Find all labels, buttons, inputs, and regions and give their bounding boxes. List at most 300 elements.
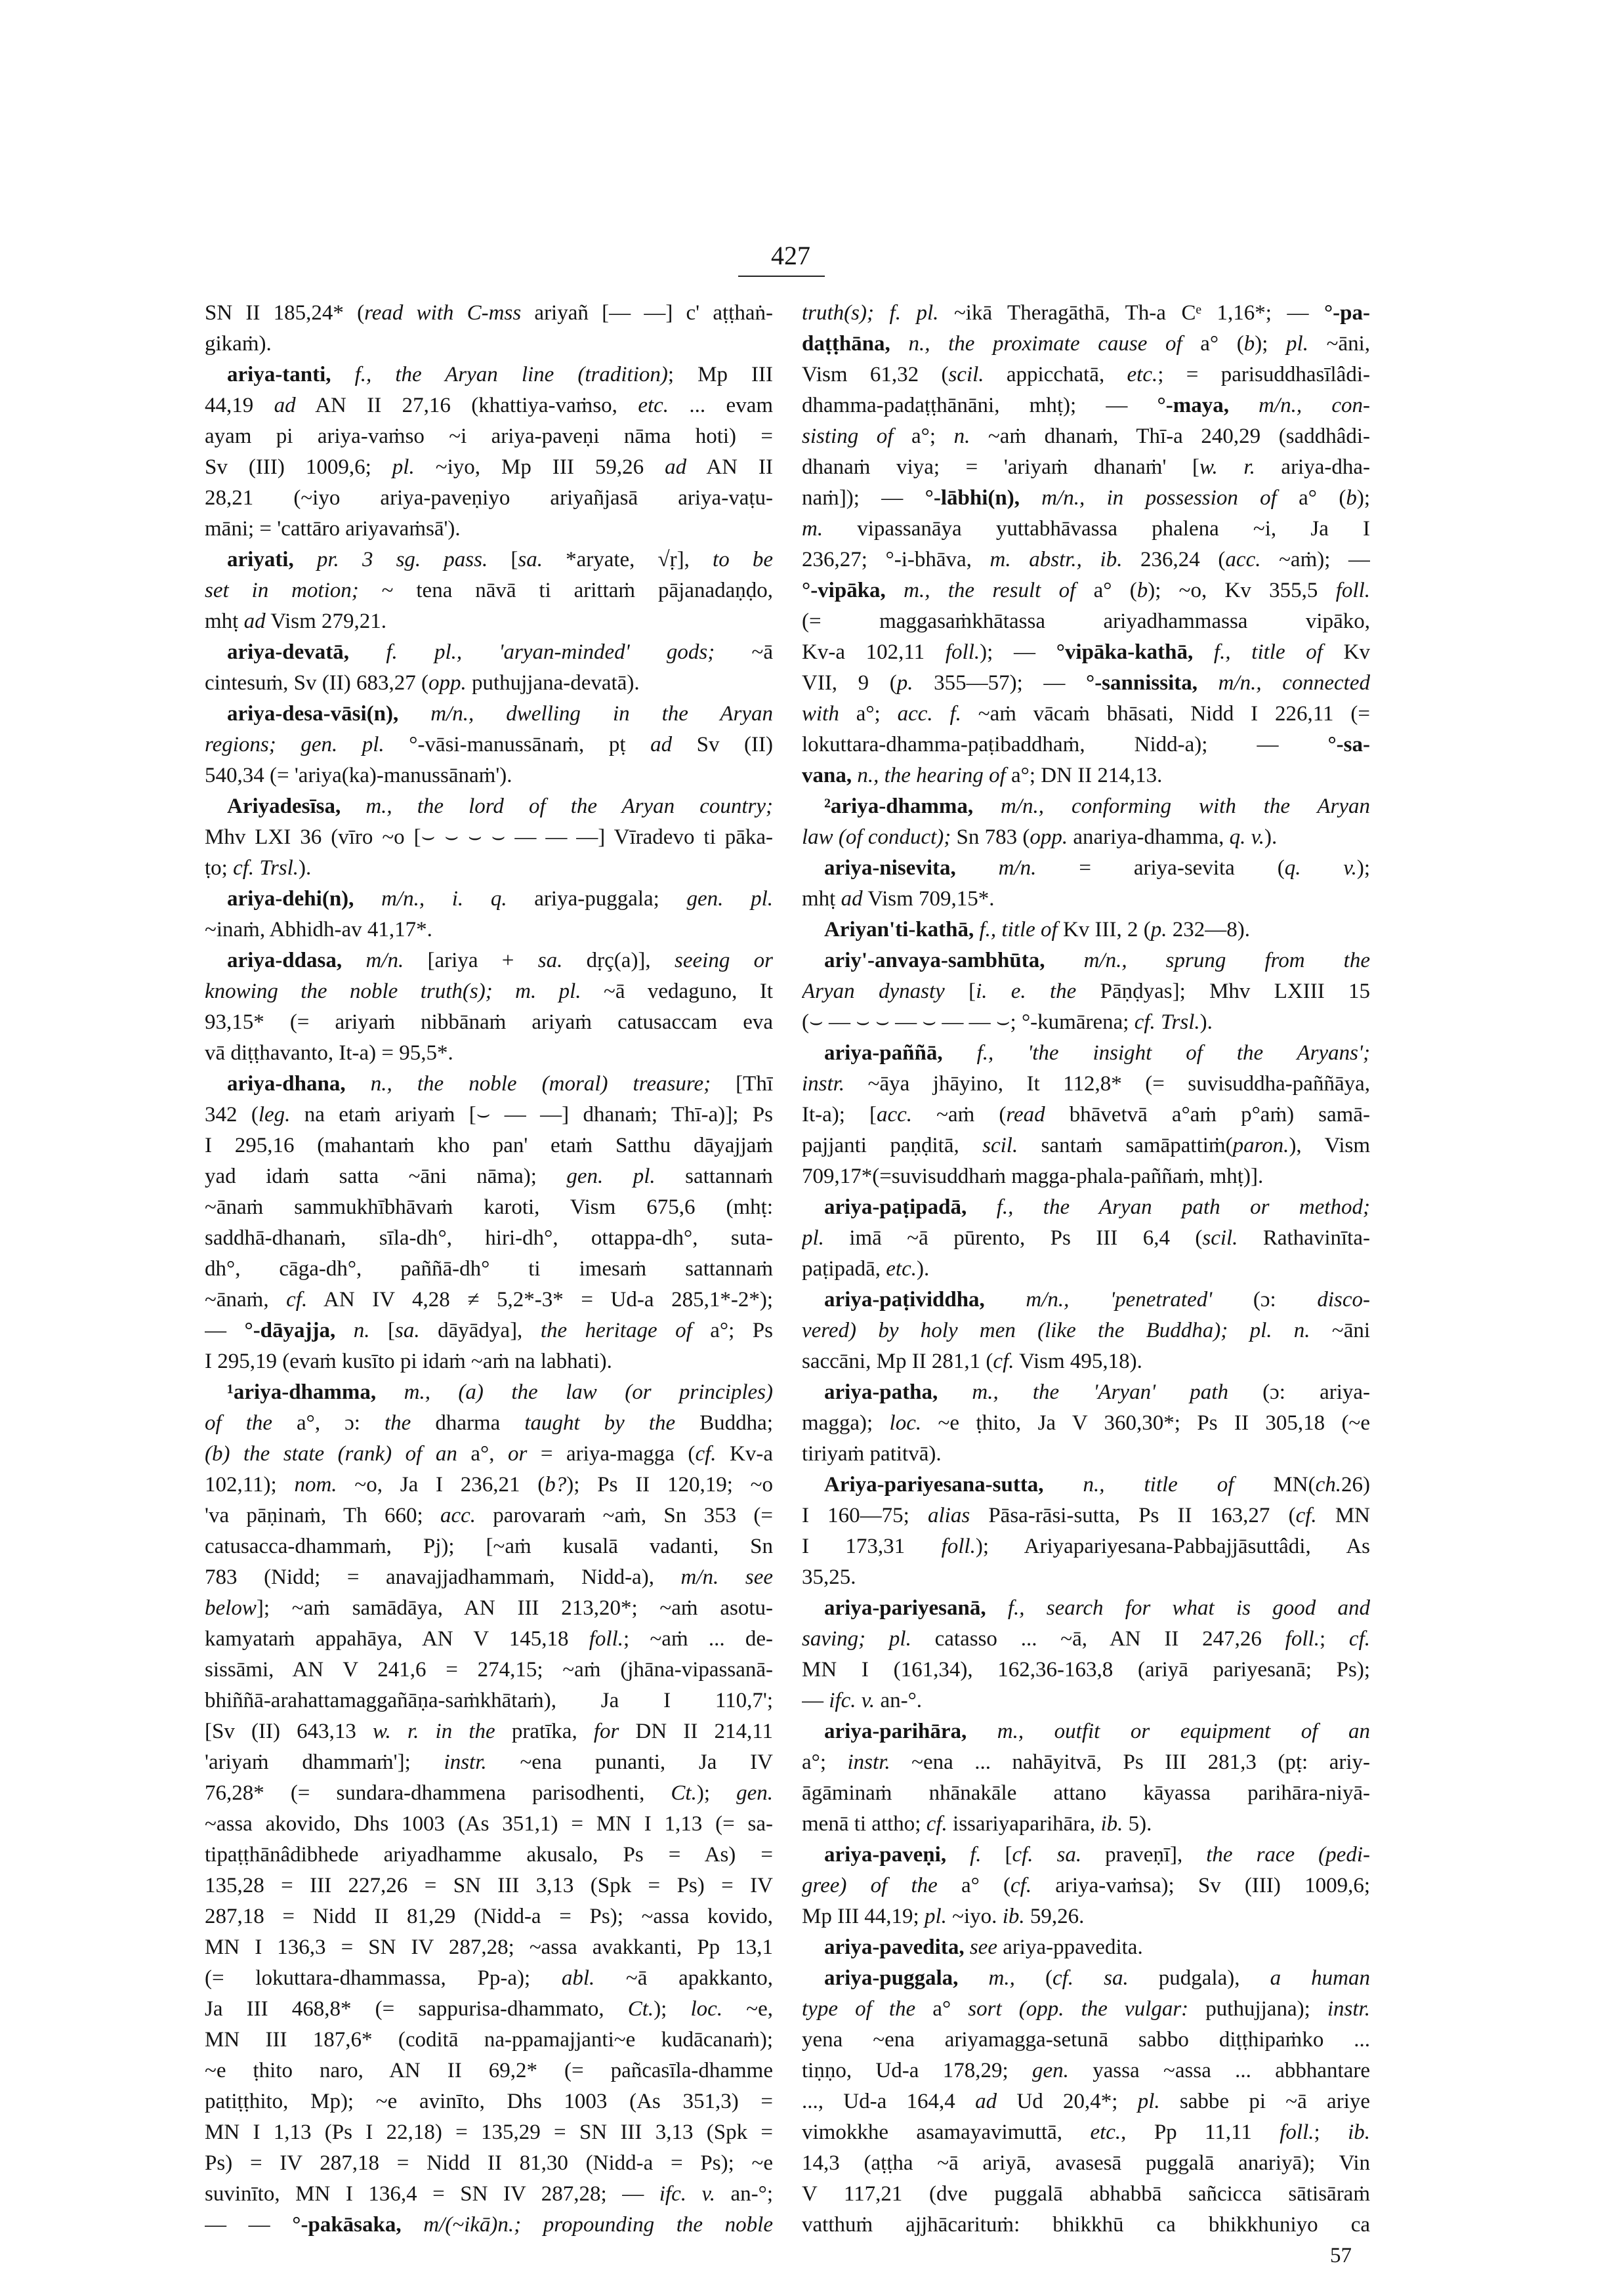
roman-text: Rathavinīta- (1238, 1226, 1370, 1250)
italic-text: cf. (1010, 1874, 1032, 1897)
roman-text: a° (915, 1997, 968, 2021)
roman-text: ..., Ud-a 164,4 (802, 2090, 976, 2113)
italic-text: b (1243, 332, 1255, 356)
text-line (802, 1007, 1370, 1038)
italic-text: read with C-mss (364, 301, 522, 325)
roman-text (956, 856, 999, 880)
dictionary-entry (802, 853, 1370, 915)
text-line (802, 360, 1370, 390)
roman-text (973, 795, 1001, 818)
roman-text: = ariya-magga ( (527, 1442, 696, 1466)
text-line (205, 452, 773, 483)
text-line (205, 1655, 773, 1685)
text-line (205, 1500, 773, 1531)
roman-text: yassa ~assa ... abbhantare (1068, 2059, 1370, 2082)
text-line (205, 1624, 773, 1655)
italic-text: m/n. see (680, 1565, 773, 1589)
roman-text: santaṁ samāpattiṁ( (1018, 1134, 1233, 1157)
roman-text: I 160—75; (802, 1504, 928, 1527)
page-number-rule (738, 276, 825, 277)
text-line (802, 545, 1370, 575)
dictionary-entry (802, 1470, 1370, 1593)
italic-text: f., title of (1213, 640, 1323, 664)
roman-text: MN( (1234, 1473, 1316, 1497)
text-line (205, 1963, 773, 1994)
headword: ariya-tanti, (227, 363, 331, 386)
italic-text: m., outfit or equipment of an (997, 1720, 1370, 1743)
roman-text: ~āni, (1308, 332, 1370, 356)
headword: °-maya, (1157, 394, 1229, 417)
text-line (205, 2148, 773, 2179)
roman-text: 342 ( (205, 1103, 259, 1127)
text-line (802, 1624, 1370, 1655)
italic-text: foll. (589, 1627, 624, 1651)
roman-text: I 295,19 (evaṁ kusīto pi idaṁ ~aṁ na labhati). (205, 1350, 612, 1373)
italic-text: the race (pedi- (1206, 1843, 1370, 1867)
roman-text: 783 (Nidd; = anavajjadhammaṁ, Nidd-a), (205, 1565, 681, 1589)
text-line (802, 1685, 1370, 1716)
roman-text: (ɔ: ariya- (1228, 1380, 1370, 1404)
italic-text: to be (713, 548, 773, 571)
dictionary-entry (802, 1377, 1370, 1470)
roman-text: parovaraṁ ~aṁ, Sn 353 (= (475, 1504, 773, 1527)
roman-text: 236,24 ( (1122, 548, 1226, 571)
roman-text: lokuttara-dhamma-paṭibaddhaṁ, Nidd-a); — (802, 733, 1328, 756)
roman-text: ~aṁ dhanaṁ, Thī-a 240,29 (saddhâdi- (970, 424, 1370, 448)
italic-text: foll. (945, 640, 980, 664)
roman-text (943, 1041, 977, 1065)
text-line (205, 545, 773, 575)
roman-text: vimokkhe asamayavimuttā, (802, 2120, 1091, 2144)
roman-text: AN II (686, 455, 773, 479)
roman-text: 59,26. (1024, 1905, 1085, 1928)
roman-text: Vism 709,15*. (862, 887, 995, 911)
roman-text: sattannaṁ (655, 1165, 773, 1188)
roman-text: imā ~ā pūrento, Ps III 6,4 ( (823, 1226, 1203, 1250)
roman-text (335, 1319, 354, 1342)
italic-text: gree) of the (802, 1874, 938, 1897)
roman-text: a°; (839, 702, 898, 726)
roman-text: [ (944, 980, 976, 1003)
italic-text: scil. (1202, 1226, 1238, 1250)
dictionary-entry (802, 1285, 1370, 1377)
text-line (205, 730, 773, 760)
text-line (802, 1038, 1370, 1069)
text-line (205, 822, 773, 853)
roman-text: ~ena ... nahāyitvā, Ps III 281,3 (pṭ: ariy- (890, 1750, 1370, 1774)
roman-text: ~aṁ); — (1260, 548, 1370, 571)
roman-text: bhiññā-arahattamaggañāṇa-saṁkhātaṁ), Ja I 110,7'; (205, 1689, 773, 1712)
roman-text: Sv (III) 1009,6; (205, 455, 392, 479)
roman-text (938, 1380, 972, 1404)
roman-text: a° ( (937, 1874, 1011, 1897)
roman-text (1045, 949, 1083, 972)
italic-text: m. (802, 517, 823, 541)
italic-text: etc. (1127, 363, 1158, 386)
headword: Ariya-pariyesana-sutta, (824, 1473, 1044, 1497)
italic-text: pr. 3 sg. pass. (316, 548, 488, 571)
italic-text: pl. (1286, 332, 1308, 356)
text-line (205, 976, 773, 1007)
italic-text: type of the (802, 1997, 916, 2021)
roman-text: a°; (802, 1750, 848, 1774)
dictionary-entry (205, 945, 773, 1069)
text-line (205, 1470, 773, 1500)
roman-text (986, 1596, 1008, 1620)
text-line (802, 1223, 1370, 1254)
italic-text: foll. (1280, 2120, 1314, 2144)
italic-text: gen. (736, 1781, 773, 1805)
italic-text: for (593, 1720, 619, 1743)
text-line (205, 1161, 773, 1192)
roman-text: Mp III 44,19; (802, 1905, 925, 1928)
roman-text: tiriyaṁ patitvā). (802, 1442, 942, 1466)
roman-text: saddhā-dhanaṁ, sīla-dh°, hiri-dh°, ottappa-dh°, suta- (205, 1226, 773, 1250)
dictionary-entry (205, 298, 773, 360)
roman-text: pajjanti paṇḍitā, (802, 1134, 983, 1157)
roman-text: appicchatā, (984, 363, 1127, 386)
italic-text: vered) by holy men (like the Buddha); pl. n. (802, 1319, 1310, 1342)
roman-text: ~e ṭhito naro, AN II 69,2* (= pañcasīla-dhamme (205, 2059, 773, 2082)
text-line (802, 1377, 1370, 1408)
roman-text: ; = parisuddhasīlâdi- (1157, 363, 1370, 386)
text-line (802, 1655, 1370, 1685)
italic-text: f. pl., 'aryan-minded' gods; (386, 640, 715, 664)
dictionary-entry (802, 791, 1370, 853)
text-line (205, 1038, 773, 1069)
italic-text: sisting of (802, 424, 894, 448)
text-line (802, 1100, 1370, 1130)
roman-text: ; (1319, 1627, 1349, 1651)
italic-text: n., title of (1083, 1473, 1234, 1497)
roman-text: a°, ɔ: (272, 1411, 385, 1435)
roman-text (946, 1843, 970, 1867)
text-line (802, 2025, 1370, 2056)
text-line (205, 2210, 773, 2241)
roman-text: praveṇī], (1081, 1843, 1207, 1867)
italic-text: cf. (695, 1442, 717, 1466)
italic-text: acc. (1225, 548, 1261, 571)
roman-text: Sn 783 ( (951, 825, 1030, 849)
roman-text: gikaṁ). (205, 332, 272, 356)
italic-text: below (205, 1596, 257, 1620)
roman-text: ]; ~aṁ samādāya, AN III 213,20*; ~aṁ asotu- (256, 1596, 773, 1620)
roman-text: a°; DN II 214,13. (1005, 764, 1163, 787)
italic-text: sa. (395, 1319, 420, 1342)
dictionary-entry (802, 1716, 1370, 1840)
text-line (802, 2210, 1370, 2241)
roman-text (1197, 671, 1218, 695)
roman-text: Vism 495,18). (1014, 1350, 1142, 1373)
text-line (205, 1809, 773, 1840)
roman-text: 93,15* (= ariyaṁ nibbānaṁ ariyaṁ catusaccam eva (205, 1010, 773, 1034)
italic-text: see (969, 1935, 997, 1959)
italic-text: f., the Aryan line (tradition) (354, 363, 668, 386)
italic-text: alias (927, 1504, 970, 1527)
text-line (205, 1100, 773, 1130)
text-line (802, 1470, 1370, 1500)
roman-text: an-°; (715, 2182, 773, 2206)
italic-text: taught by the (524, 1411, 676, 1435)
italic-text: n., the hearing of (857, 764, 1006, 787)
roman-text: ); — (980, 640, 1056, 664)
roman-text (890, 332, 909, 356)
roman-text: Pāṇḍyas]; Mhv LXIII 15 (1076, 980, 1370, 1003)
roman-text: [ariya + (404, 949, 538, 972)
roman-text: ariyañ [— —] c' aṭṭhaṅ- (521, 301, 773, 325)
roman-text: Mhv LXI 36 (vīro ~o [⌣ ⌣ ⌣ ⌣ — — —] Vīradevo ti pāka- (205, 825, 773, 849)
roman-text: ); ~o, Kv 355,5 (1148, 579, 1336, 602)
roman-text: dh°, cāga-dh°, paññā-dh° ti imesaṁ sattannaṁ (205, 1257, 773, 1281)
text-line (205, 1994, 773, 2025)
roman-text: Vism 279,21. (265, 610, 387, 633)
roman-text (985, 1288, 1026, 1312)
text-line (205, 1716, 773, 1747)
roman-text: ~āya jhāyino, It 112,8* (= suvisuddha-paññāya, (844, 1072, 1370, 1096)
roman-text: Ps) = IV 287,18 = Nidd II 81,30 (Nidd-a = Ps); ~e (205, 2151, 773, 2175)
page-number: 427 (771, 241, 810, 270)
italic-text: m. abstr., ib. (989, 548, 1123, 571)
roman-text: pratīka, (495, 1720, 594, 1743)
text-line (802, 329, 1370, 360)
dictionary-entry (802, 1038, 1370, 1192)
dictionary-entry (802, 945, 1370, 1038)
headword: ariya-puggala, (824, 1966, 959, 1990)
text-line (205, 1747, 773, 1778)
text-line (802, 390, 1370, 421)
italic-text: paron. (1232, 1134, 1289, 1157)
roman-text: ~ā (715, 640, 773, 664)
roman-text (349, 640, 386, 664)
text-line (205, 637, 773, 668)
roman-text: an-°. (875, 1689, 923, 1712)
italic-text: m/n. (365, 949, 404, 972)
roman-text: (⌣ — ⌣ ⌣ — ⌣ — — ⌣; °-kumārena; (802, 1010, 1135, 1034)
text-line (802, 1716, 1370, 1747)
headword: ariya-nisevita, (824, 856, 956, 880)
text-line (205, 421, 773, 452)
roman-text: āgāminaṁ nhānakāle attano kāyassa parihāra-niyā- (802, 1781, 1370, 1805)
roman-text: — — (205, 2213, 293, 2237)
roman-text: 102,11); (205, 1473, 295, 1497)
italic-text: m/n., 'penetrated' (1026, 1288, 1213, 1312)
italic-text: q. v. (1284, 856, 1357, 880)
text-line (205, 1439, 773, 1470)
roman-text (346, 1072, 371, 1096)
text-line (205, 1932, 773, 1963)
text-line (205, 1223, 773, 1254)
roman-text (1229, 394, 1259, 417)
italic-text: loc. (690, 1997, 723, 2021)
roman-text: 44,19 (205, 394, 274, 417)
roman-text: ), Vism (1289, 1134, 1370, 1157)
italic-text: the heritage of (540, 1319, 692, 1342)
roman-text: 28,21 (~iyo ariya-paveṇiyo ariyañjasā ariya-vaṭu- (205, 486, 773, 510)
text-line (205, 2056, 773, 2086)
text-line (205, 668, 773, 699)
italic-text: regions; gen. pl. (205, 733, 385, 756)
headword: ariya-paññā, (824, 1041, 943, 1065)
italic-text: f. (970, 1843, 982, 1867)
text-line (205, 945, 773, 976)
headword: ²ariya-dhamma, (824, 795, 974, 818)
headword: Ariyadesīsa, (227, 795, 341, 818)
roman-text: MN I (161,34), 162,36-163,8 (ariyā pariyesanā; Ps); (802, 1658, 1370, 1682)
right-column (802, 298, 1370, 2241)
text-line (802, 606, 1370, 637)
roman-text: (= lokuttara-dhammassa, Pp-a); (205, 1966, 562, 1990)
roman-text: Sv (II) (672, 733, 773, 756)
roman-text: ~aṁ ( (912, 1103, 1007, 1127)
italic-text: b (1346, 486, 1357, 510)
italic-text: nom. (294, 1473, 337, 1497)
text-line (802, 1932, 1370, 1963)
text-line (802, 2148, 1370, 2179)
text-line (205, 699, 773, 730)
roman-text: ~ā apakkanto, (594, 1966, 773, 1990)
roman-text: vā diṭṭhavanto, It-a) = 95,5*. (205, 1041, 453, 1065)
text-line (205, 1901, 773, 1932)
italic-text: ib. (1100, 1812, 1123, 1836)
roman-text: [ (981, 1843, 1012, 1867)
roman-text: VII, 9 ( (802, 671, 897, 695)
roman-text: 26) (1341, 1473, 1370, 1497)
italic-text: ib. (1002, 1905, 1025, 1928)
roman-text: 287,18 = Nidd II 81,29 (Nidd-a = Ps); ~assa kovido, (205, 1905, 773, 1928)
roman-text: ~inaṁ, Abhidh-av 41,17*. (205, 918, 432, 941)
headword: °-lābhi(n), (925, 486, 1020, 510)
italic-text: gen. pl. (566, 1165, 656, 1188)
roman-text: catusacca-dhammaṁ, Pj); [~aṁ kusalā vadanti, Sn (205, 1535, 773, 1558)
italic-text: cf. sa. (1012, 1843, 1082, 1867)
italic-text: saving; pl. (802, 1627, 911, 1651)
italic-text: foll. (1285, 1627, 1320, 1651)
italic-text: disco- (1317, 1288, 1370, 1312)
italic-text: w. r. in the (373, 1720, 495, 1743)
italic-text: opp. (1030, 825, 1068, 849)
roman-text: ( (1014, 1966, 1052, 1990)
roman-text: 709,17*(=suvisuddhaṁ magga-phala-paññaṁ, mhṭ)]. (802, 1165, 1264, 1188)
headword: ariya-ddasa, (227, 949, 343, 972)
roman-text: magga); (802, 1411, 890, 1435)
headword: ariya-dehi(n), (227, 887, 354, 911)
text-line (802, 575, 1370, 606)
headword: ¹ariya-dhamma, (227, 1380, 377, 1404)
roman-text (294, 548, 317, 571)
italic-text: Ct. (627, 1997, 654, 2021)
roman-text: na etaṁ ariyaṁ [⌣ — —] dhanaṁ; Thī-a)]; Ps (290, 1103, 773, 1127)
italic-text: foll. (941, 1535, 976, 1558)
italic-text: instr. (444, 1750, 487, 1774)
text-line (205, 1254, 773, 1285)
roman-text (886, 579, 904, 602)
italic-text: cf. Trsl. (233, 856, 299, 880)
italic-text: read (1006, 1103, 1045, 1127)
roman-text: ; (1314, 2120, 1348, 2144)
roman-text: menā ti attho; (802, 1812, 927, 1836)
roman-text: dhamma-padaṭṭhānāni, mhṭ); — (802, 394, 1157, 417)
roman-text: a° ( (1276, 486, 1346, 510)
italic-text: cf. Trsl. (1134, 1010, 1200, 1034)
italic-text: cf. (1295, 1504, 1317, 1527)
roman-text: ); Ariyapariyesana-Pabbajjāsuttâdi, As (975, 1535, 1370, 1558)
headword: ariya-paṭipadā, (824, 1195, 967, 1219)
headword: ariya-dhana, (227, 1072, 346, 1096)
roman-text: [ (488, 548, 518, 571)
text-line (205, 329, 773, 360)
roman-text: Pāsa-rāsi-sutta, Ps II 163,27 ( (970, 1504, 1296, 1527)
roman-text (1044, 1473, 1083, 1497)
italic-text: or (508, 1442, 528, 1466)
roman-text: dṛç(a)], (562, 949, 675, 972)
roman-text (398, 702, 430, 726)
text-line (205, 760, 773, 791)
italic-text: f., title of (979, 918, 1058, 941)
roman-text: catasso ... ~ā, AN II 247,26 (911, 1627, 1285, 1651)
roman-text: 355—57); — (913, 671, 1086, 695)
text-line (802, 637, 1370, 668)
roman-text: dharma (411, 1411, 525, 1435)
text-line (802, 1285, 1370, 1315)
italic-text: etc. (1090, 2120, 1121, 2144)
roman-text: (ɔ: (1212, 1288, 1318, 1312)
text-line (205, 1778, 773, 1809)
italic-text: foll. (1335, 579, 1370, 602)
roman-text: 35,25. (802, 1565, 856, 1589)
italic-text: the (384, 1411, 411, 1435)
italic-text: etc. (886, 1257, 917, 1281)
roman-text: Vism 61,32 ( (802, 363, 949, 386)
text-line (802, 945, 1370, 976)
italic-text: instr. (847, 1750, 890, 1774)
text-line (802, 1500, 1370, 1531)
roman-text (341, 795, 365, 818)
text-line (802, 1593, 1370, 1624)
headword: °-dāyajja, (244, 1319, 336, 1342)
italic-text: ad (650, 733, 673, 756)
italic-text: ad (274, 394, 296, 417)
roman-text: ); (1255, 332, 1287, 356)
italic-text: ad (243, 610, 266, 633)
roman-text: ~āni (1310, 1319, 1370, 1342)
roman-text: AN II 27,16 (khattiya-vaṁso, (295, 394, 638, 417)
dictionary-entry (802, 1192, 1370, 1285)
roman-text (402, 2213, 424, 2237)
roman-text: issariyaparihāra, (947, 1812, 1101, 1836)
italic-text: sort (opp. the vulgar: (968, 1997, 1189, 2021)
italic-text: m., (988, 1966, 1015, 1990)
roman-text: ... evam (669, 394, 773, 417)
roman-text: ṭo; (205, 856, 234, 880)
text-line (205, 2086, 773, 2117)
italic-text: acc. (877, 1103, 913, 1127)
roman-text: mhṭ (205, 610, 244, 633)
roman-text: a° ( (1182, 332, 1244, 356)
text-line (802, 2117, 1370, 2148)
roman-text: yena ~ena ariyamagga-setunā sabbo diṭṭhipaṁko ... (802, 2028, 1370, 2052)
text-line (802, 730, 1370, 760)
text-line (205, 298, 773, 329)
italic-text: m/n., i. q. (381, 887, 507, 911)
roman-text: naṁ]); — (802, 486, 925, 510)
text-line (802, 421, 1370, 452)
roman-text: ariya-ppavedita. (997, 1935, 1143, 1959)
roman-text: ~assa akovido, Dhs 1003 (As 351,1) = MN I 1,13 (= sa- (205, 1812, 773, 1836)
roman-text: tipaṭṭhānâdibhede ariyadhamme akusalo, Ps = As) = (205, 1843, 773, 1867)
italic-text: m/n., in possession of (1041, 486, 1277, 510)
roman-text (974, 918, 979, 941)
italic-text: q. v. (1229, 825, 1265, 849)
